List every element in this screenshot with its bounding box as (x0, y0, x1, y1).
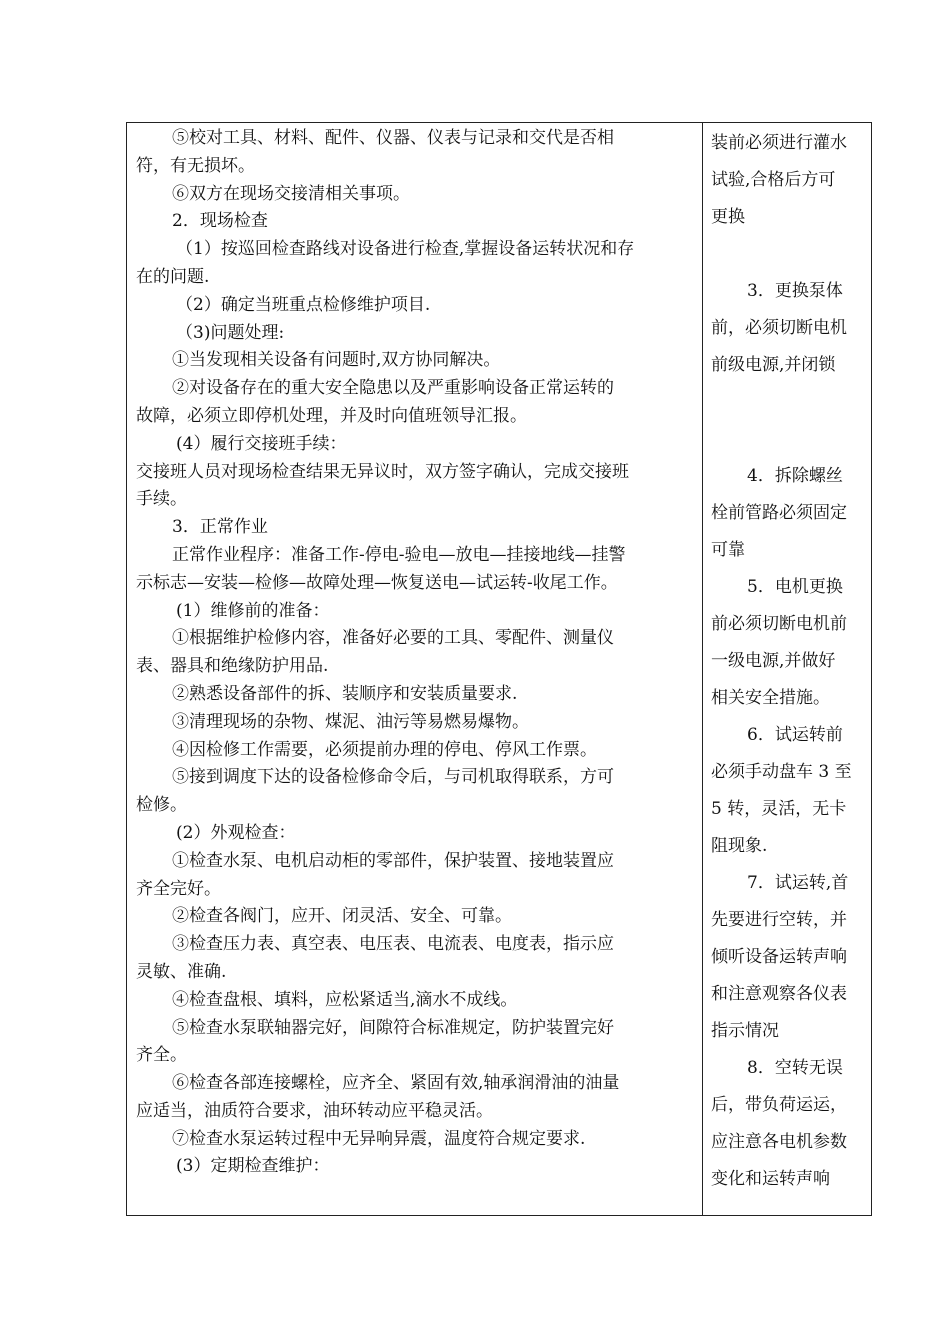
main-text-line: ⑥检查各部连接螺栓，应齐全、紧固有效,轴承润滑油的油量 (172, 1073, 620, 1094)
side-note-line: 8．空转无误 (747, 1058, 843, 1078)
main-text-line: ⑦检查水泵运转过程中无异响异震，温度符合规定要求. (172, 1128, 586, 1149)
side-note-line: 栓前管路必须固定 (711, 503, 847, 523)
side-note-line: 试验,合格后方可 (711, 170, 836, 190)
side-note-line: 7．试运转,首 (747, 873, 849, 893)
main-text-line: （2）确定当班重点检修维护项目. (176, 294, 431, 315)
side-note-line: 应注意各电机参数 (711, 1132, 847, 1152)
main-text-line: 符，有无损坏。 (136, 155, 255, 176)
side-note-line: 前，必须切断电机 (711, 318, 847, 338)
side-note-line: 3．更换泵体 (747, 281, 843, 301)
main-text-line: 正常作业程序：准备工作-停电-验电—放电—挂接地线—挂警 (172, 544, 626, 565)
safety-notes-column (711, 125, 865, 1198)
side-note-line: 变化和运转声响 (711, 1169, 830, 1189)
main-text-line: 2．现场检查 (172, 211, 268, 232)
main-text-line: ②对设备存在的重大安全隐患以及严重影响设备正常运转的 (172, 378, 614, 399)
main-text-line: (1）维修前的准备： (176, 600, 330, 621)
document-table (126, 122, 872, 1216)
side-note-line: 可靠 (711, 540, 745, 560)
main-text-line: 手续。 (136, 489, 187, 510)
side-note-line: 6．试运转前 (747, 725, 843, 745)
main-text-line: ③清理现场的杂物、煤泥、油污等易燃易爆物。 (172, 711, 529, 732)
side-note-line: 倾听设备运转声响 (711, 947, 847, 967)
main-text-line: (2）外观检查： (176, 822, 296, 843)
main-text-line: （3)问题处理: (176, 322, 285, 343)
main-text-line: (3）定期检查维护： (176, 1156, 330, 1177)
main-content-column (136, 125, 692, 1181)
side-note-line: 相关安全措施。 (711, 688, 830, 708)
main-text-line: 在的问题. (136, 266, 210, 287)
main-text-line: (4）履行交接班手续： (176, 433, 347, 454)
main-text-line: 3．正常作业 (172, 517, 268, 538)
side-note-line (711, 236, 865, 273)
side-note-line: 和注意观察各仪表 (711, 984, 847, 1004)
side-note-line: 5．电机更换 (747, 577, 843, 597)
main-text-line: 交接班人员对现场检查结果无异议时，双方签字确认，完成交接班 (136, 461, 629, 482)
main-text-line: 齐全。 (136, 1045, 187, 1066)
main-text-line: ①当发现相关设备有问题时,双方协同解决。 (172, 350, 501, 371)
side-note-line: 5 转，灵活，无卡 (711, 799, 847, 819)
main-text-line: ③检查压力表、真空表、电压表、电流表、电度表，指示应 (172, 934, 614, 955)
side-note-line: 必须手动盘车 3 至 (711, 762, 852, 782)
main-text-line: ①检查水泵、电机启动柜的零部件，保护装置、接地装置应 (172, 850, 614, 871)
main-text-line: 检修。 (136, 795, 187, 816)
column-divider (702, 123, 703, 1215)
side-note-line: 更换 (711, 207, 745, 227)
main-text-line: 表、器具和绝缘防护用品. (136, 656, 329, 677)
side-note-line: 4．拆除螺丝 (747, 466, 843, 486)
side-note-line: 一级电源,并做好 (711, 651, 836, 671)
side-note-line: 前必须切断电机前 (711, 614, 847, 634)
main-text-line: ②检查各阀门，应开、闭灵活、安全、可靠。 (172, 906, 512, 927)
main-text-line: 齐全完好。 (136, 878, 221, 899)
main-text-line: （1）按巡回检查路线对设备进行检查,掌握设备运转状况和存 (176, 239, 635, 260)
main-text-line: ⑤校对工具、材料、配件、仪器、仪表与记录和交代是否相 (172, 128, 614, 148)
side-note-line: 先要进行空转，并 (711, 910, 847, 930)
main-text-line: ⑤检查水泵联轴器完好，间隙符合标准规定，防护装置完好 (172, 1017, 614, 1038)
main-text-line: 示标志—安装—检修—故障处理—恢复送电—试运转-收尾工作。 (136, 572, 618, 593)
main-text-line: ④检查盘根、填料，应松紧适当,滴水不成线。 (172, 989, 518, 1010)
side-note-line: 指示情况 (711, 1021, 779, 1041)
main-text-line: ⑥双方在现场交接清相关事项。 (172, 183, 410, 204)
main-text-line: 故障，必须立即停机处理，并及时向值班领导汇报。 (136, 405, 527, 426)
side-note-line: 装前必须进行灌水 (711, 133, 847, 153)
main-text-line: 灵敏、准确. (136, 961, 227, 982)
main-text-line: ④因检修工作需要，必须提前办理的停电、停风工作票。 (172, 739, 597, 760)
side-note-line (711, 384, 865, 421)
side-note-line: 后，带负荷运运， (711, 1095, 847, 1115)
side-note-line: 前级电源,并闭锁 (711, 355, 836, 375)
main-text-line: ①根据维护检修内容，准备好必要的工具、零配件、测量仪 (172, 628, 614, 649)
main-text-line: 应适当，油质符合要求，油环转动应平稳灵活。 (136, 1100, 493, 1121)
main-text-line: ②熟悉设备部件的拆、装顺序和安装质量要求. (172, 683, 518, 704)
side-note-line (711, 421, 865, 458)
side-note-line: 阻现象. (711, 836, 768, 856)
main-text-line: ⑤接到调度下达的设备检修命令后，与司机取得联系，方可 (172, 767, 614, 788)
